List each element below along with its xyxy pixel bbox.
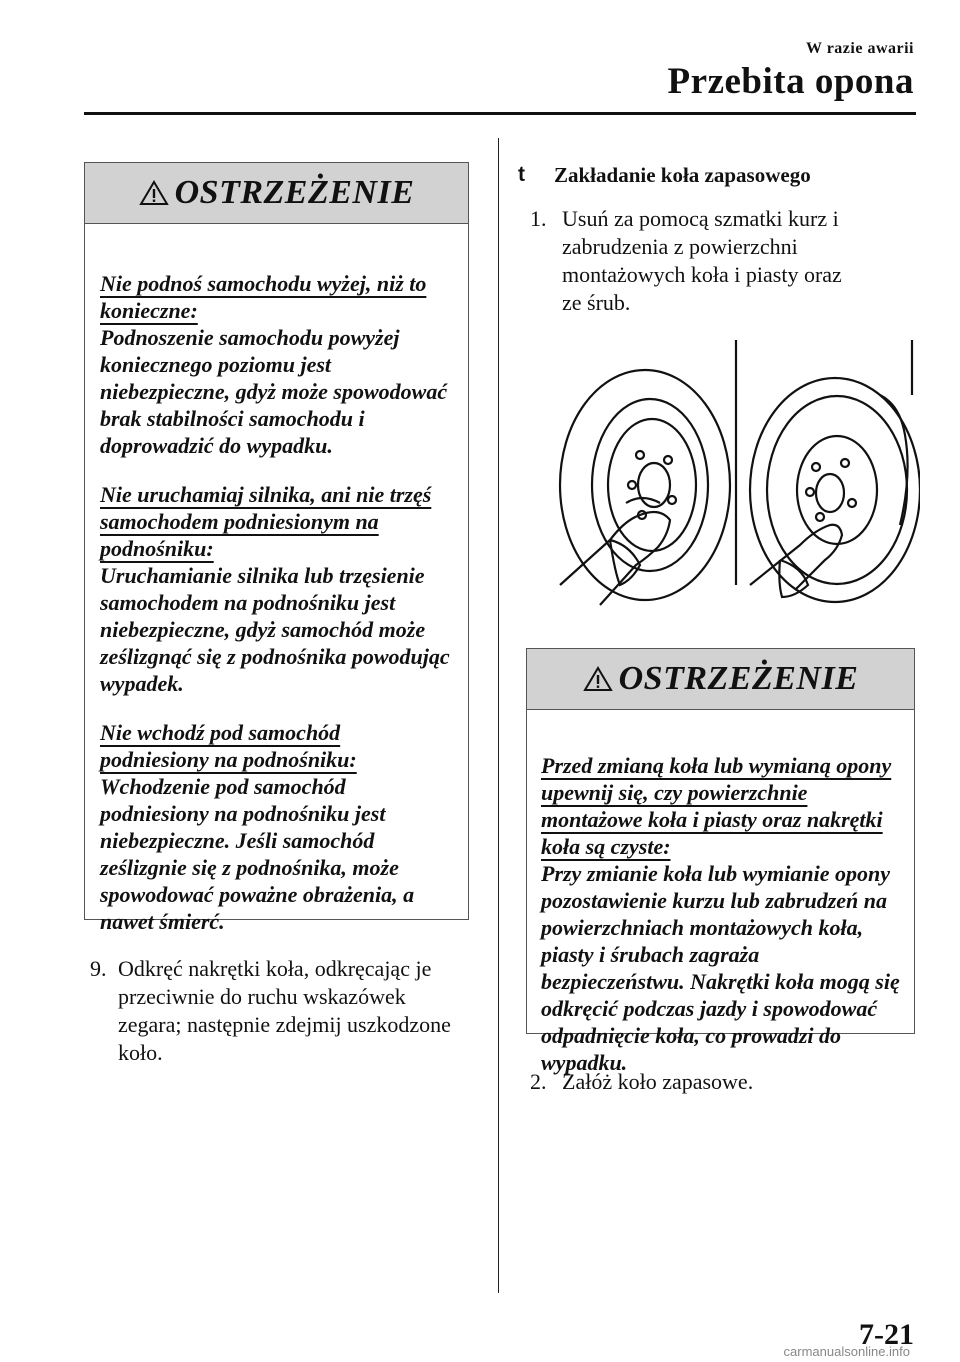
step-2 bbox=[530, 1068, 860, 1108]
warning-body bbox=[85, 224, 468, 935]
brake-disc-outline bbox=[750, 378, 920, 602]
step-number: 9. bbox=[90, 956, 107, 981]
subheading: Zakładanie koła zapasowego bbox=[554, 163, 811, 187]
warning-triangle-icon bbox=[583, 666, 613, 692]
step-number: 1. bbox=[530, 206, 547, 231]
step-text: Odkręć nakrętki koła, odkręcając je przeciwnie do ruchu wskazówek zegara; następnie zdejmij uszkodzone koło. bbox=[118, 956, 451, 1065]
bullet-marker: t bbox=[518, 163, 525, 186]
warning-block-title: Przed zmianą koła lub wymianą opony upewnij się, czy powierzchnie montażowe koła i piasty oraz nakrętki koła są czyste: bbox=[541, 753, 892, 859]
warning-block-title: Nie uruchamiaj silnika, ani nie trzęś samochodem podniesionym na podnośniku: bbox=[100, 482, 432, 561]
warning-block bbox=[100, 719, 454, 935]
warning-triangle-icon bbox=[139, 180, 169, 206]
step-9 bbox=[90, 955, 470, 1075]
column-divider bbox=[498, 138, 499, 1293]
warning-block-text: Wchodzenie pod samochód podniesiony na podnośniku jest niebezpieczne. Jeśli samochód ześlizgnie się z podnośnika, może spowodować poważne obrażenia, a nawet śmierć. bbox=[100, 774, 415, 934]
warning-block bbox=[100, 481, 454, 697]
step-text: Załóż koło zapasowe. bbox=[562, 1069, 754, 1094]
warning-block-text: Podnoszenie samochodu powyżej koniecznego poziomu jest niebezpieczne, gdyż może spowodować brak stabilności samochodu i doprowadzić do wypadku. bbox=[100, 325, 448, 458]
page-title: Przebita opona bbox=[667, 61, 914, 102]
warning-block-title: Nie wchodź pod samochód podniesiony na podnośniku: bbox=[100, 720, 357, 772]
warning-block bbox=[541, 752, 900, 1076]
warning-box-left bbox=[84, 162, 469, 934]
warning-body bbox=[527, 710, 914, 1076]
warning-box-right bbox=[526, 648, 915, 1075]
tire-outline bbox=[560, 370, 730, 600]
subheading-row bbox=[518, 163, 898, 193]
warning-heading: OSTRZEŻENIE bbox=[174, 174, 415, 211]
section-label: W razie awarii bbox=[805, 40, 914, 57]
warning-block-text: Uruchamianie silnika lub trzęsienie samochodem na podnośniku jest niebezpieczne, gdyż samochód może ześlizgnąć się z podnośnika powodując wypadek. bbox=[100, 563, 450, 696]
step-1 bbox=[530, 205, 860, 325]
warning-heading: OSTRZEŻENIE bbox=[618, 660, 859, 697]
wheel-cleaning-illustration bbox=[540, 335, 920, 625]
step-number: 2. bbox=[530, 1069, 547, 1094]
warning-block bbox=[100, 270, 454, 459]
step-text: Usuń za pomocą szmatki kurz i zabrudzenia z powierzchni montażowych koła i piasty oraz ze śrub. bbox=[562, 206, 842, 315]
header-rule bbox=[84, 112, 916, 115]
warning-header bbox=[85, 163, 468, 224]
watermark: carmanualsonline.info bbox=[783, 1344, 910, 1359]
warning-block-text: Przy zmianie koła lub wymianie opony pozostawienie kurzu lub zabrudzeń na powierzchniach montażowych koła, piasty i śrubach zagraża bezpieczeństwu. Nakrętki koła mogą się odkręcić podczas jazdy i spowodować odpadnięcie koła, co prowadzi do wypadku. bbox=[541, 861, 900, 1075]
warning-header bbox=[527, 649, 914, 710]
page-number: 7-21 bbox=[859, 1318, 914, 1351]
warning-block-title: Nie podnoś samochodu wyżej, niż to konieczne: bbox=[100, 271, 427, 323]
